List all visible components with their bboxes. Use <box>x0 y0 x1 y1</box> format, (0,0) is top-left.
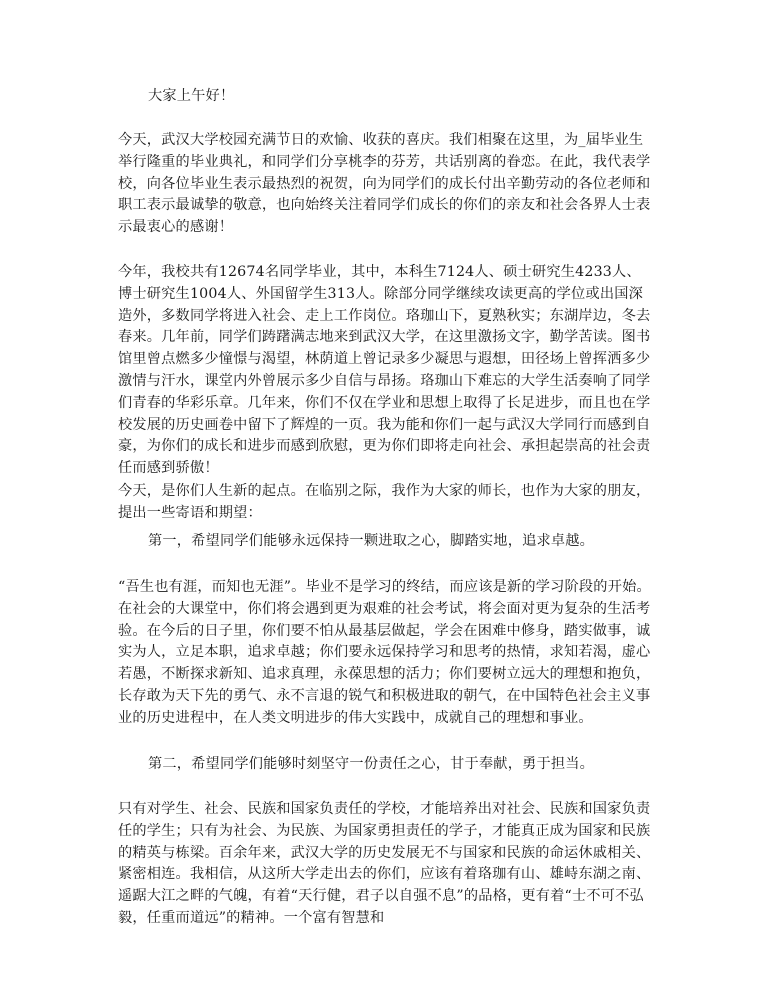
point-two-heading: 第二，希望同学们能够时刻坚守一份责任之心，甘于奉献，勇于担当。 <box>148 756 595 772</box>
paragraph-graduates: 今年，我校共有12674名同学毕业，其中，本科生7124人、硕士研究生4233人、博士研究生1004人、外国留学生313人。除部分同学继续攻读更高的学位或出国深造外，多数同学将进入社会、走上工作岗位。珞珈山下，夏熟秋实；东湖岸边，冬去春来。几年前，同学们踌躇满志地来到武汉大学，在这里激扬文字，勤学苦读。图书馆里曾点燃多少憧憬与渴望，林荫道上曾记录多少凝思与遐想，田径场上曾挥洒多少激情与汗水，课堂内外曾展示多少自信与昂扬。珞珈山下难忘的大学生活奏响了同学们青春的华彩乐章。几年来，你们不仅在学业和思想上取得了长足进步，而且也在学校发展的历史画卷中留下了辉煌的一页。我为能和你们一起与武汉大学同行而感到自豪，为你们的成长和进步而感到欣慰，更为你们即将走向社会、承担起崇高的社会责任而感到骄傲！ <box>118 264 651 477</box>
paragraph-new-start: 今天，是你们人生新的起点。在临别之际，我作为大家的师长，也作为大家的朋友，提出一些寄语和期望： <box>118 483 651 521</box>
point-one-heading: 第一，希望同学们能够永远保持一颗进取之心，脚踏实地，追求卓越。 <box>148 533 595 549</box>
paragraph-point-one: “吾生也有涯，而知也无涯”。毕业不是学习的终结，而应该是新的学习阶段的开始。在社会的大课堂中，你们将会遇到更为艰难的社会考试，将会面对更为复杂的生活考验。在今后的日子里，你们要不怕从最基层做起，学会在困难中修身，踏实做事，诚实为人，立足本职，追求卓越；你们要永远保持学习和思考的热情，求知若渴，虚心若愚，不断探求新知、追求真理，永葆思想的活力；你们要树立远大的理想和抱负，长存敢为天下先的勇气、永不言退的锐气和积极进取的朝气，在中国特色社会主义事业的历史进程中，在人类文明进步的伟大实践中，成就自己的理想和事业。 <box>118 579 651 726</box>
paragraph-point-two: 只有对学生、社会、民族和国家负责任的学校，才能培养出对社会、民族和国家负责任的学生；只有为社会、为民族、为国家勇担责任的学子，才能真正成为国家和民族的精英与栋梁。百余年来，武汉大学的历史发展无不与国家和民族的命运休戚相关、紧密相连。我相信，从这所大学走出去的你们，应该有着珞珈有山、雄峙东湖之南、遥踞大江之畔的气魄，有着“天行健，君子以自强不息”的品格，更有着“士不可不弘毅，任重而道远”的精神。一个富有智慧和 <box>118 801 651 926</box>
greeting: 大家上午好！ <box>148 88 235 104</box>
paragraph-opening: 今天，武汉大学校园充满节日的欢愉、收获的喜庆。我们相聚在这里，为_届毕业生举行隆重的毕业典礼，和同学们分享桃李的芬芳，共话别离的眷恋。在此，我代表学校，向各位毕业生表示最热烈的祝贺，向为同学们的成长付出辛勤劳动的各位老师和职工表示最诚挚的敬意，也向始终关注着同学们成长的你们的亲友和社会各界人士表示最衷心的感谢！ <box>118 132 651 236</box>
